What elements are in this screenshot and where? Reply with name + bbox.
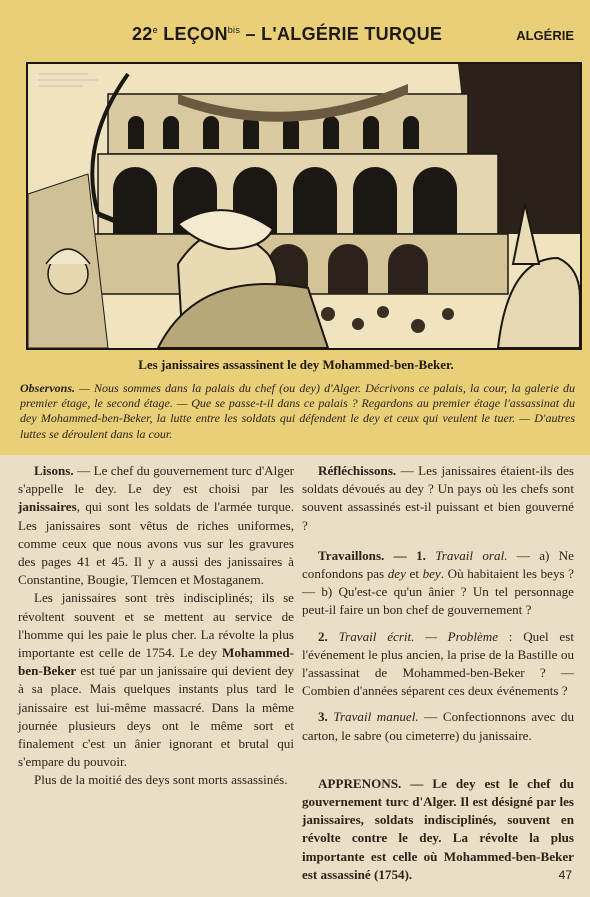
lisons-bold-1: janissaires (18, 499, 77, 515)
observons-text: — Nous sommes dans la palais du chef (ou dey) d'Alger. Décrivons ce palais, la cour, la galerie du premier étage, le second étage. — Que se passe-t-il dans ce palais ? Regardons au premier étage l'assassinat du dey Mohammed-ben-Beker, la lutte entre les soldats qui défendent le dey et ceux qui veulent le tuer. — D'autres luttes se déroulent dans la cour. (20, 381, 575, 441)
lesson-word: LEÇON (163, 24, 228, 44)
lisons-paragraph-2 (18, 589, 294, 771)
lesson-bis: bis (227, 25, 241, 35)
lesson-ordinal: e (152, 25, 158, 35)
illustration-caption: Les janissaires assassinent le dey Mohammed-ben-Beker. (138, 357, 454, 372)
page-number: 47 (558, 868, 572, 882)
reflechissons-text: — Les janissaires étaient-ils des soldats dévoués au dey ? Un pays où les chefs sont souvent assassinés est-il puissant et bien gouverné ? (302, 463, 574, 533)
region-label: ALGÉRIE (516, 28, 574, 43)
apprenons-summary: APPRENONS. — Le dey est le chef du gouvernement turc d'Alger. Il est désigné par les janissaires, soldats indisciplinés, souvent en révolte contre le dey. La révolte la plus importante est celle où Mohammed-ben-Beker est assassiné (1754). (302, 775, 574, 882)
palace-scene-drawing (28, 64, 580, 348)
spacer (302, 700, 574, 708)
lisons-text-2a: Les janissaires sont très indisciplinés; ils se révoltent souvent et se mettent au service de l'homme qui les paie le plus cher. La révolte la plus importante est celle de 1754. Le dey (18, 590, 294, 661)
travaillons-item1-text-b: et (405, 566, 423, 582)
travaillons-item1-text-c: . Où habitaient les beys ? — b) Qu'est-ce qu'un ânier ? Un tel personnage peut-il faire un bon chef de gouvernement ? (302, 566, 574, 618)
title-separator: – (245, 24, 256, 44)
travaillons-item1-em1: dey (387, 566, 406, 582)
travaillons-item-2 (302, 628, 574, 701)
left-column (18, 462, 294, 790)
lisons-text-2b: est tué par un janissaire qui devient dey à sa place. Mais quelques instants plus tard le janissaire est lui-même massacré. Dans la même journée plusieurs deys ont le même sort et finalement c'est un ânier ignorant et brutal qui s'empare du pouvoir. (18, 663, 294, 770)
reflechissons-label: Réfléchissons. (318, 463, 397, 478)
travaillons-item1-title: Travail oral. (435, 547, 508, 563)
observons-paragraph (20, 381, 575, 442)
right-column (302, 462, 574, 884)
lesson-header (130, 22, 590, 50)
lisons-paragraph-1 (18, 462, 294, 589)
travaillons-item3-title: Travail manuel. (333, 709, 419, 725)
travaillons-item3-num: 3. (318, 709, 328, 725)
spacer (302, 620, 574, 628)
reflechissons-paragraph (302, 462, 574, 535)
travaillons-item1-text-a: — a) Ne confondons pas (302, 547, 574, 582)
engraving-illustration (26, 62, 582, 350)
lesson-number: 22 (132, 24, 153, 44)
lisons-bold-2: Mohammed-ben-Beker (18, 645, 294, 679)
travaillons-item-1 (302, 547, 574, 620)
spacer (302, 535, 574, 547)
travaillons-item1-em2: bey (422, 566, 441, 582)
lisons-label: Lisons. (34, 463, 74, 478)
travaillons-item-3 (302, 708, 574, 744)
spacer (302, 745, 574, 775)
lesson-title (132, 24, 442, 45)
lisons-text-1a: — Le chef du gouvernement turc d'Alger s'appelle le dey. Le dey est choisi par les (18, 463, 294, 497)
lisons-paragraph-3: Plus de la moitié des deys sont morts assassinés. (34, 772, 288, 788)
travaillons-item2-title: Travail écrit. — Problème (338, 628, 499, 644)
travaillons-item2-num: 2. (318, 628, 328, 644)
travaillons-item3-text: — Confectionnons avec du carton, le sabre (ou cimeterre) du janissaire. (302, 709, 574, 743)
travaillons-item1-num: — 1. (384, 547, 426, 563)
travaillons-label: Travaillons. (318, 547, 385, 563)
title-text: L'ALGÉRIE TURQUE (261, 24, 443, 44)
lisons-text-1b: , qui sont les soldats de l'armée turque. Les janissaires sont vêtus de riches uniformes, comme ceux que nous avons vus sur les gravures des pages 41 et 45. Il y a aussi des janissaires à Constantine, Bougie, Tlemcen et Mostaganem. (18, 499, 294, 588)
travaillons-item2-text: : Quel est l'événement le plus ancien, la prise de la Bastille ou l'assassinat de Mohammed-ben-Beker ? — Combien d'années séparent ces deux événements ? (302, 628, 574, 699)
observons-label: Observons. (20, 381, 76, 395)
